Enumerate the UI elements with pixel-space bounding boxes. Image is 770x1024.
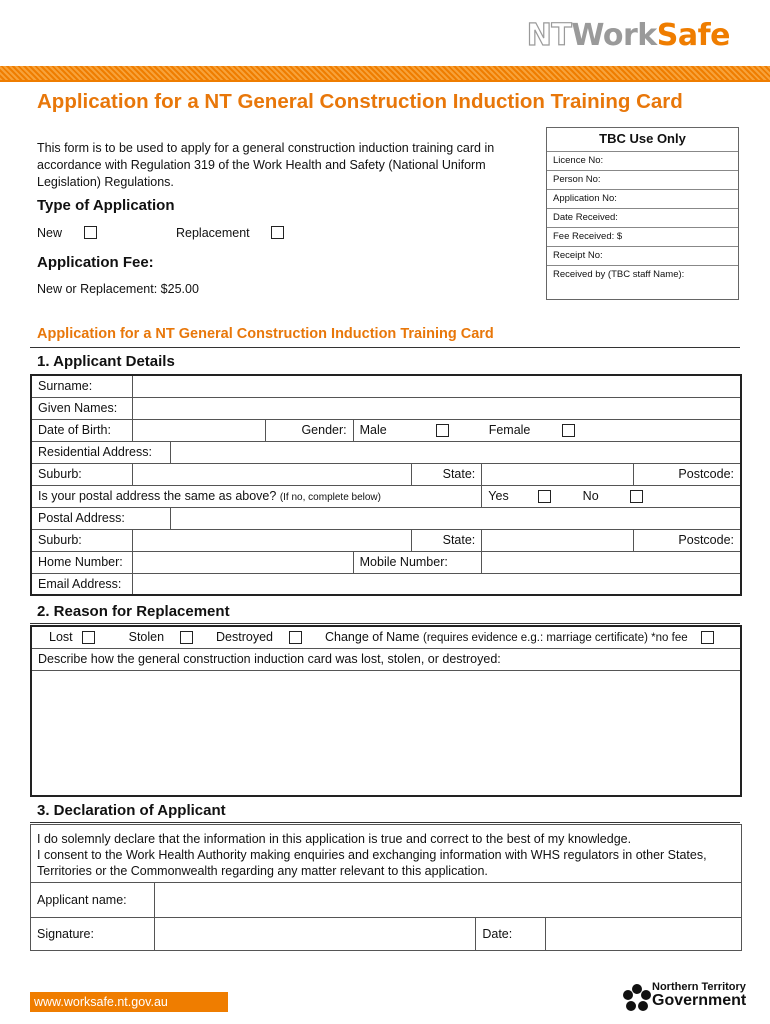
yes-label: Yes <box>488 488 509 503</box>
signature-row <box>31 918 742 951</box>
tbc-date-received: Date Received: <box>547 208 738 227</box>
applicant-details-heading: 1. Applicant Details <box>37 353 175 370</box>
signature-field[interactable] <box>154 918 475 951</box>
residential-field[interactable] <box>171 441 741 463</box>
postal-state-field[interactable] <box>482 529 633 551</box>
surname-row <box>31 375 741 397</box>
destroyed-checkbox[interactable] <box>289 631 302 644</box>
type-of-application-heading: Type of Application <box>37 197 175 214</box>
applicant-details-table <box>30 374 742 596</box>
fee-text: New or Replacement: $25.00 <box>37 282 199 296</box>
signature-label: Signature: <box>31 918 155 951</box>
female-checkbox[interactable] <box>562 424 575 437</box>
email-field[interactable] <box>133 573 741 595</box>
declaration-table <box>30 824 742 951</box>
header-band-line <box>0 80 770 82</box>
gender-label: Gender: <box>265 419 353 441</box>
section-title: Application for a NT General Construction Induction Training Card <box>37 326 494 342</box>
dob-field[interactable] <box>133 419 265 441</box>
declaration-text-row <box>31 825 742 883</box>
tbc-fee-received: Fee Received: $ <box>547 227 738 246</box>
suburb-field[interactable] <box>133 463 412 485</box>
postal-same-question <box>31 485 482 507</box>
postal-suburb-field[interactable] <box>133 529 412 551</box>
reason-table <box>30 625 742 797</box>
stolen-label: Stolen <box>128 630 165 645</box>
given-names-row <box>31 397 741 419</box>
stolen-checkbox[interactable] <box>180 631 193 644</box>
mobile-label: Mobile Number: <box>353 551 482 573</box>
email-row <box>31 573 741 595</box>
flower-icon <box>622 983 652 1013</box>
intro-text: This form is to be used to apply for a general construction induction training card in accordance with Regulation 319 of the Work Health and Safety (National Uniform Legislation) Regulations. <box>37 141 495 189</box>
declaration-text <box>31 825 742 883</box>
postal-row <box>31 507 741 529</box>
applicant-name-label: Applicant name: <box>31 883 155 918</box>
date-label: Date: <box>476 918 546 951</box>
tbc-receipt-no: Receipt No: <box>547 246 738 265</box>
suburb-label: Suburb: <box>31 463 133 485</box>
worksafe-logo: NTWorkSafe <box>526 18 730 53</box>
postal-suburb-row <box>31 529 741 551</box>
female-label: Female <box>488 422 531 437</box>
tbc-received-by: Received by (TBC staff Name): <box>547 265 738 284</box>
phone-row <box>31 551 741 573</box>
reason-options <box>31 626 741 648</box>
postal-state-label: State: <box>412 529 482 551</box>
footer-url[interactable]: www.worksafe.nt.gov.au <box>30 992 228 1012</box>
state-field[interactable] <box>482 463 633 485</box>
header-band <box>0 66 770 80</box>
residential-row <box>31 441 741 463</box>
surname-field[interactable] <box>133 375 741 397</box>
lost-label: Lost <box>49 630 73 645</box>
suburb-row <box>31 463 741 485</box>
postcode-label: Postcode: <box>633 463 741 485</box>
dob-row <box>31 419 741 441</box>
no-checkbox[interactable] <box>630 490 643 503</box>
applicant-name-field[interactable] <box>154 883 741 918</box>
home-label: Home Number: <box>31 551 133 573</box>
describe-label: Describe how the general construction induction card was lost, stolen, or destroyed: <box>31 648 741 670</box>
describe-field[interactable] <box>31 670 741 796</box>
surname-label: Surname: <box>31 375 133 397</box>
replacement-checkbox[interactable] <box>271 226 284 239</box>
given-names-field[interactable] <box>133 397 741 419</box>
no-label: No <box>582 488 599 503</box>
new-checkbox[interactable] <box>84 226 97 239</box>
change-of-name-label: Change of Name <box>324 630 420 645</box>
destroyed-label: Destroyed <box>216 630 274 645</box>
gov-line-1: Northern Territory <box>652 981 746 993</box>
declaration-line-1: I do solemnly declare that the information in this application is true and correct to the best of my knowledge. <box>37 832 632 846</box>
new-label: New <box>37 226 63 240</box>
home-field[interactable] <box>133 551 353 573</box>
reason-rule <box>30 623 740 624</box>
applicant-name-row <box>31 883 742 918</box>
tbc-use-only-box <box>546 127 739 300</box>
postal-postcode-label: Postcode: <box>633 529 741 551</box>
gender-options <box>353 419 741 441</box>
change-of-name-checkbox[interactable] <box>701 631 714 644</box>
postal-same-options <box>482 485 741 507</box>
declaration-heading: 3. Declaration of Applicant <box>37 802 226 819</box>
tbc-heading: TBC Use Only <box>599 131 686 146</box>
mobile-field[interactable] <box>482 551 741 573</box>
new-option <box>37 226 62 240</box>
date-field[interactable] <box>546 918 742 951</box>
dob-label: Date of Birth: <box>31 419 133 441</box>
tbc-person-no: Person No: <box>547 170 738 189</box>
gov-line-2: Government <box>652 992 747 1009</box>
page-title: Application for a NT General Construction Induction Training Card <box>37 90 683 113</box>
declaration-line-2: I consent to the Work Health Authority making enquiries and exchanging information with WHS regulators in other States, Territories or the Commonwealth regarding any matter relevant to this application. <box>37 848 707 878</box>
postal-field[interactable] <box>171 507 741 529</box>
describe-row <box>31 648 741 670</box>
reason-heading: 2. Reason for Replacement <box>37 603 230 620</box>
lost-checkbox[interactable] <box>82 631 95 644</box>
change-of-name-note: (requires evidence e.g.: marriage certificate) *no fee <box>422 632 688 645</box>
reason-options-row <box>31 626 741 648</box>
given-names-label: Given Names: <box>31 397 133 419</box>
describe-field-row <box>31 670 741 796</box>
declaration-rule <box>30 822 740 823</box>
postal-label: Postal Address: <box>31 507 171 529</box>
postal-suburb-label: Suburb: <box>31 529 133 551</box>
replacement-label: Replacement <box>176 226 250 240</box>
email-label: Email Address: <box>31 573 133 595</box>
postal-same-row <box>31 485 741 507</box>
tbc-licence-no: Licence No: <box>547 151 738 170</box>
male-label: Male <box>359 422 387 437</box>
state-label: State: <box>412 463 482 485</box>
postal-same-text: Is your postal address the same as above? <box>38 489 277 503</box>
yes-checkbox[interactable] <box>538 490 551 503</box>
postal-same-note: (If no, complete below) <box>279 492 381 503</box>
residential-label: Residential Address: <box>31 441 171 463</box>
tbc-application-no: Application No: <box>547 189 738 208</box>
male-checkbox[interactable] <box>436 424 449 437</box>
section-rule <box>30 347 740 348</box>
application-fee-heading: Application Fee: <box>37 254 154 271</box>
